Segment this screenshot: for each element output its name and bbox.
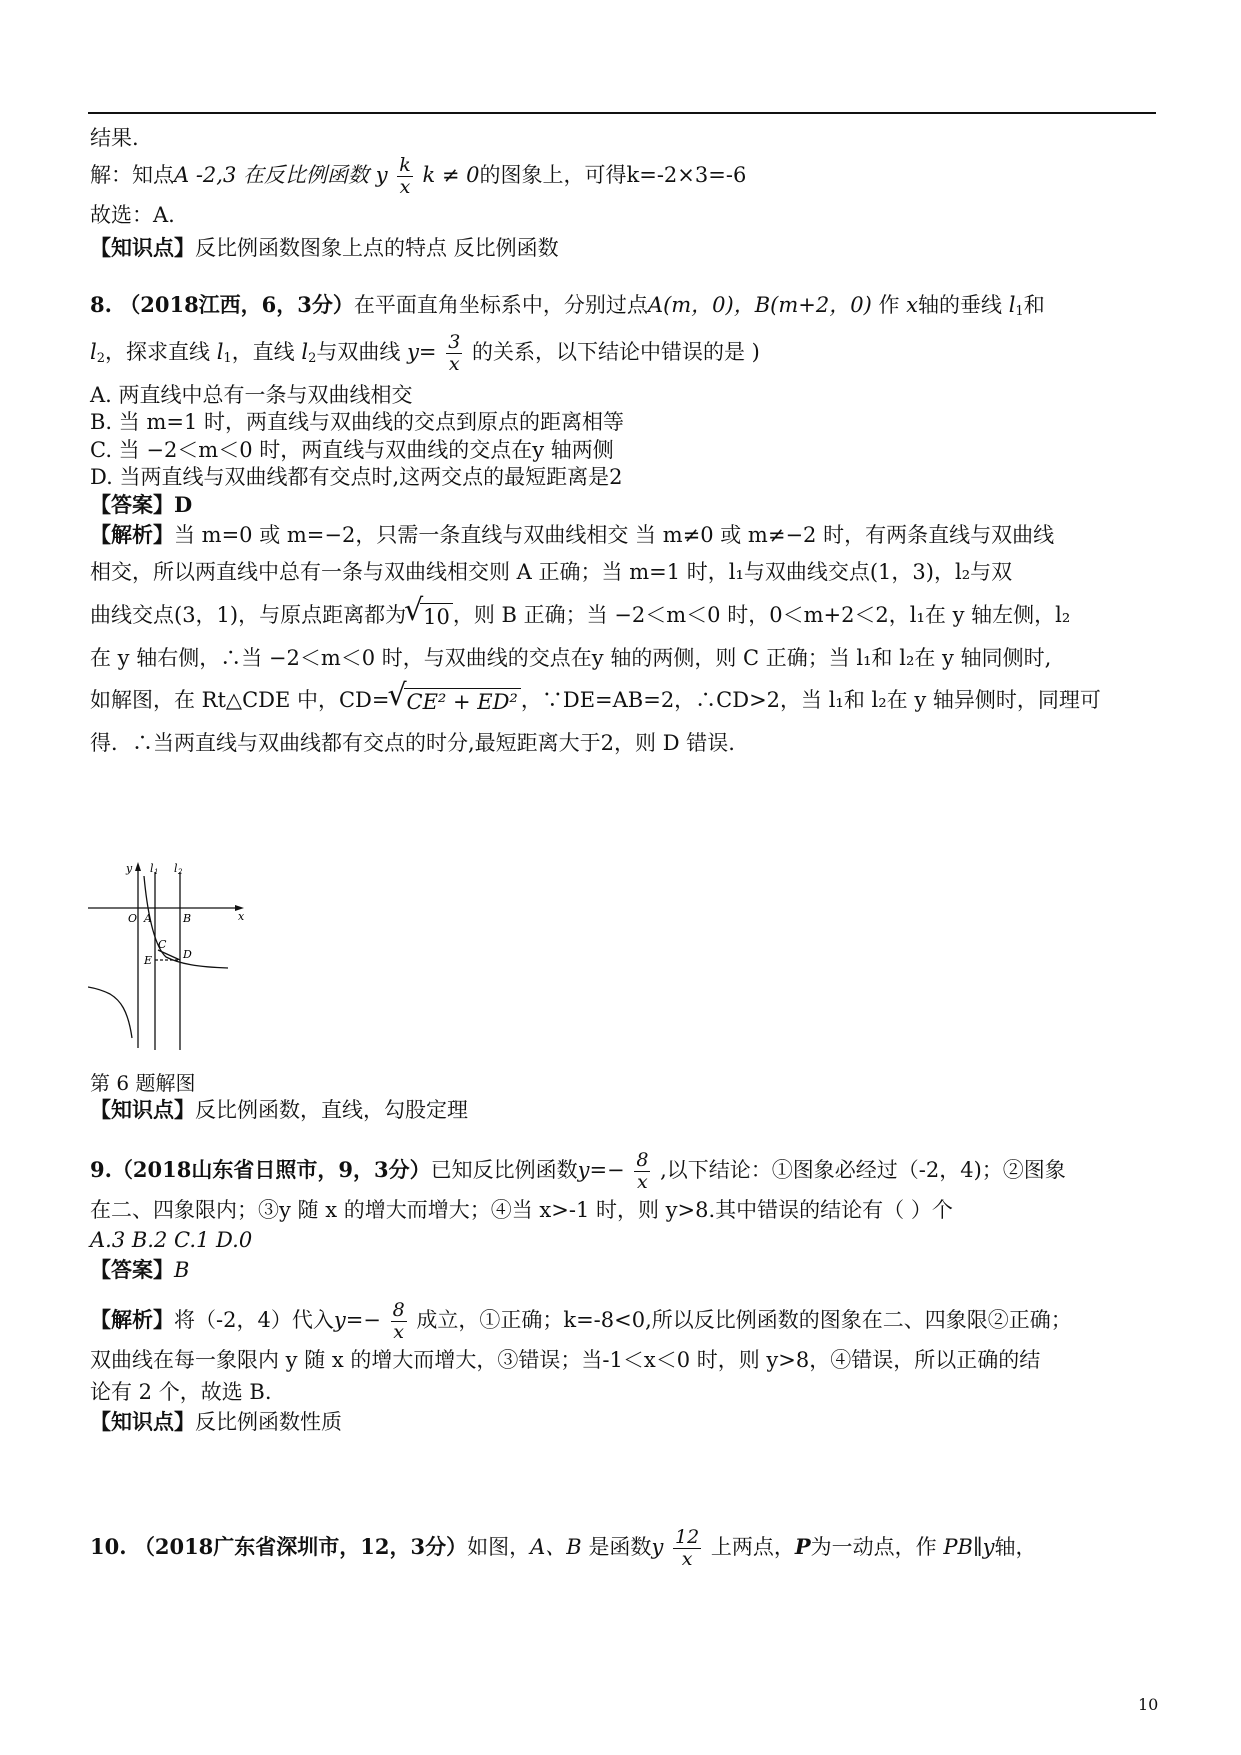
q8-explanation-line4: 在 y 轴右侧，∴当 −2＜m＜0 时，与双曲线的交点在y 轴的两侧，则 C 正确；当 l₁和 l₂在 y 轴同侧时, [90,646,1052,670]
q8-explanation-line1: 【解析】当 m=0 或 m=−2，只需一条直线与双曲线相交 当 m≠0 或 m≠−2 时，有两条直线与双曲线 [90,522,1055,547]
label-l1-sub: 1 [154,868,159,876]
q8-explanation-line6: 得．∴当两直线与双曲线都有交点的时分,最短距离大于2，则 D 错误. [90,731,735,755]
q9-explanation-line2: 双曲线在每一象限内 y 随 x 的增大而增大，③错误；当-1＜x＜0 时，则 y>8，④错误，所以正确的结 [90,1348,1041,1372]
q8-stem-line2: $l_2$，探求直线 $l_1$，直线 $l_2$与双曲线 y= $\frac{3}{x}$ 的关系，以下结论中错误的是 ) [90,331,760,375]
figure-caption: 第 6 题解图 [90,1071,196,1095]
prev-choice-line: 故选：A. [90,203,175,227]
label-c: C [158,938,167,951]
q9-answer: 【答案】B [90,1257,190,1282]
q8-explanation-line5: 如解图，在 Rt△CDE 中，CD=√ CE² + ED² ，∵DE=AB=2，∴CD>2，当 l₁和 l₂在 y 轴异侧时，同理可 [90,685,1101,717]
fraction-k-over-x: $\frac{k}{x}$ [399,154,411,198]
label-e: E [144,954,153,967]
q9-stem-line2: 在二、四象限内；③y 随 x 的增大而增大；④当 x>-1 时，则 y>8.其中错误的结论有（ ）个 [90,1198,953,1222]
prev-solution-line: 解：知点A -2,3 在反比例函数 y $\frac{k}{x}$ k ≠ 0的图象上，可得k=-2×3=-6 [90,154,747,198]
q8-answer: 【答案】D [90,492,193,517]
q8-option-b: B. 当 m=1 时，两直线与双曲线的交点到原点的距离相等 [90,410,625,434]
q8-knowledge-line: 【知识点】反比例函数，直线，勾股定理 [90,1097,468,1122]
q8-option-a: A. 两直线中总有一条与双曲线相交 [90,383,413,407]
prev-knowledge-line: 【知识点】反比例函数图象上点的特点 反比例函数 [90,235,559,260]
label-b: B [183,912,192,925]
label-d: D [183,948,192,961]
hyperbola-figure-labels [88,860,263,1060]
q9-explanation-line1: 【解析】将（-2，4）代入y=− $\frac{8}{x}$ 成立，①正确；k=-8<0,所以反比例函数的图象在二、四象限②正确； [90,1299,1072,1343]
q8-option-c: C. 当 −2＜m＜0 时，两直线与双曲线的交点在y 轴两侧 [90,438,614,462]
label-l1: l [150,862,154,875]
label-l2-sub: 2 [178,868,183,876]
label-o: O [128,912,138,925]
fraction-12-over-x: $\frac{12}{x}$ [675,1526,700,1570]
q8-stem-line1: 8. （2018江西，6，3分）在平面直角坐标系中，分别过点A(m，0)，B(m+2，0) 作 x轴的垂线 $l_1$和 [90,292,1045,319]
label-y: y [126,862,133,875]
q8-option-d: D. 当两直线与双曲线都有交点时,这两交点的最短距离是2 [90,465,623,489]
sqrt-ce2-ed2: √ CE² + ED² [390,687,521,717]
q10-stem-line1: 10. （2018广东省深圳市，12，3分）如图，A、B 是函数y $\frac{12}{x}$ 上两点，P为一动点，作 PB∥y轴， [90,1526,1037,1570]
q9-explanation-line3: 论有 2 个，故选 B. [90,1380,272,1404]
label-x: x [238,910,245,923]
header-rule [88,112,1156,114]
q9-knowledge-line: 【知识点】反比例函数性质 [90,1409,342,1434]
page-number: 10 [1138,1695,1159,1714]
q8-explanation-line3: 曲线交点(3，1)，与原点距离都为√ 10 ，则 B 正确；当 −2＜m＜0 时，0＜m+2＜2，l₁在 y 轴左侧，l₂ [90,600,1070,632]
fraction-8-over-x-2: $\frac{8}{x}$ [392,1299,405,1343]
q8-explanation-line2: 相交，所以两直线中总有一条与双曲线相交则 A 正确；当 m=1 时，l₁与双曲线交点(1，3)，l₂与双 [90,560,1013,584]
q9-stem-line1: 9.（2018山东省日照市，9，3分）已知反比例函数y=− $\frac{8}{x}$ ,以下结论：①图象必经过（-2，4)；②图象 [90,1149,1066,1193]
fraction-3-over-x: $\frac{3}{x}$ [448,331,461,375]
fraction-8-over-x: $\frac{8}{x}$ [636,1149,649,1193]
label-l2: l [174,862,178,875]
sqrt-10: √ 10 [406,602,453,632]
q9-options: A.3 B.2 C.1 D.0 [90,1228,253,1252]
label-a: A [144,912,152,925]
prev-result-line: 结果. [90,126,139,150]
